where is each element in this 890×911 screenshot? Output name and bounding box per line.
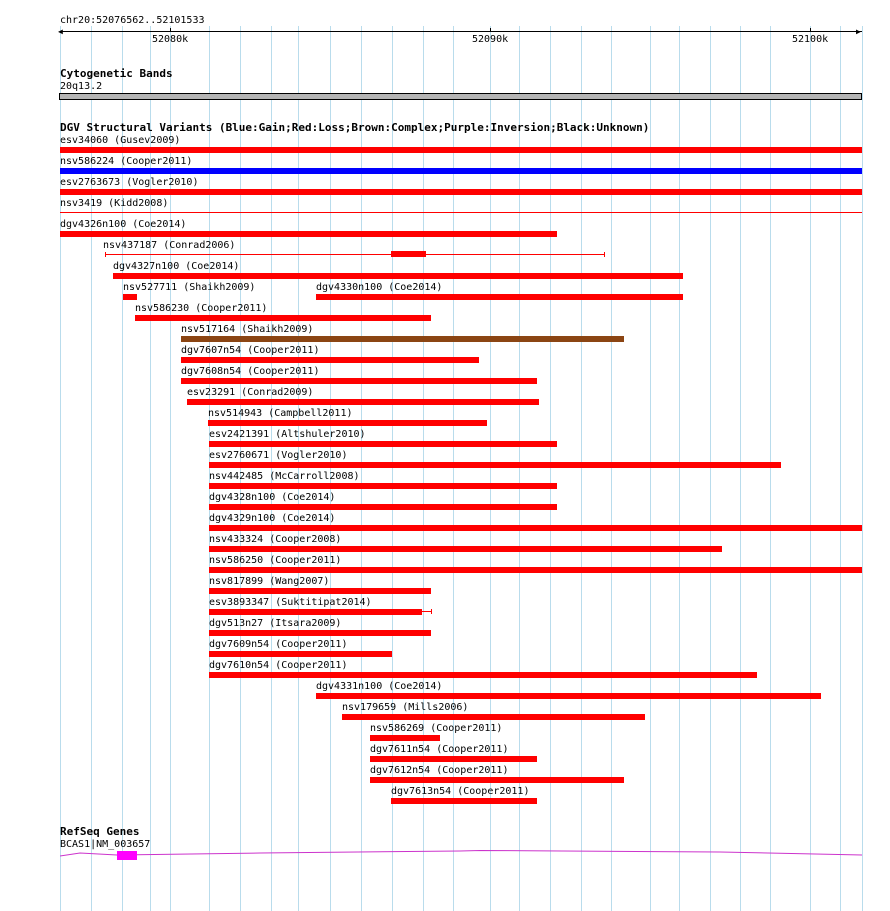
variant-label[interactable]: esv2760671 (Vogler2010): [209, 450, 348, 461]
variant-bar[interactable]: [209, 588, 431, 594]
variant-bar[interactable]: [209, 672, 757, 678]
variant-bar[interactable]: [209, 504, 557, 510]
variant-bar[interactable]: [209, 567, 862, 573]
variant-bar[interactable]: [316, 294, 683, 300]
grid-line: [679, 26, 680, 911]
variant-bar[interactable]: [209, 630, 431, 636]
variant-bar[interactable]: [60, 189, 862, 195]
variant-bar[interactable]: [181, 357, 479, 363]
grid-line: [840, 26, 841, 911]
variant-bar[interactable]: [209, 609, 422, 615]
variant-label[interactable]: dgv4330n100 (Coe2014): [316, 282, 443, 293]
ruler-right-arrow-icon: ▶: [856, 27, 861, 36]
grid-line: [209, 26, 210, 911]
variant-bar[interactable]: [209, 462, 781, 468]
variant-bar[interactable]: [123, 294, 137, 300]
variant-label[interactable]: dgv7608n54 (Cooper2011): [181, 366, 320, 377]
variant-label[interactable]: nsv586269 (Cooper2011): [370, 723, 503, 734]
grid-line: [240, 26, 241, 911]
ruler-tick: [170, 28, 171, 32]
variant-bar[interactable]: [209, 651, 392, 657]
variant-bar[interactable]: [391, 798, 537, 804]
variant-label[interactable]: esv23291 (Conrad2009): [187, 387, 314, 398]
variant-label[interactable]: nsv179659 (Mills2006): [342, 702, 469, 713]
variant-bar[interactable]: [60, 147, 862, 153]
variant-label[interactable]: esv3893347 (Suktitipat2014): [209, 597, 372, 608]
ruler-tick-label: 52080k: [152, 34, 189, 45]
gene-label[interactable]: BCAS1|NM_003657: [60, 839, 151, 850]
variant-label[interactable]: dgv7613n54 (Cooper2011): [391, 786, 530, 797]
variant-label[interactable]: nsv517164 (Shaikh2009): [181, 324, 314, 335]
grid-line: [361, 26, 362, 911]
variant-label[interactable]: nsv586230 (Cooper2011): [135, 303, 268, 314]
ruler-tick: [490, 28, 491, 32]
cytoband-label: 20q13.2: [60, 81, 103, 92]
variant-label[interactable]: nsv586250 (Cooper2011): [209, 555, 342, 566]
cytoband-track-title: Cytogenetic Bands: [60, 67, 173, 80]
refseq-track-title: RefSeq Genes: [60, 825, 140, 838]
ruler-tick-label: 52100k: [792, 34, 829, 45]
cytoband-bar[interactable]: [59, 93, 862, 100]
variant-bar[interactable]: [391, 251, 426, 257]
variant-bar[interactable]: [135, 315, 431, 321]
ruler-tick-label: 52090k: [472, 34, 509, 45]
variant-label[interactable]: esv2421391 (Altshuler2010): [209, 429, 366, 440]
variant-bar[interactable]: [113, 273, 683, 279]
variant-label[interactable]: dgv7612n54 (Cooper2011): [370, 765, 509, 776]
variant-range-cap: [604, 252, 605, 257]
variant-label[interactable]: nsv817899 (Wang2007): [209, 576, 330, 587]
variant-bar[interactable]: [342, 714, 645, 720]
variant-label[interactable]: dgv4331n100 (Coe2014): [316, 681, 443, 692]
dgv-track-title: DGV Structural Variants (Blue:Gain;Red:Loss;Brown:Complex;Purple:Inversion;Black:Unknown): [60, 121, 650, 134]
grid-line: [770, 26, 771, 911]
gene-exon[interactable]: [117, 851, 137, 860]
variant-label[interactable]: dgv7607n54 (Cooper2011): [181, 345, 320, 356]
grid-line: [710, 26, 711, 911]
variant-label[interactable]: dgv7609n54 (Cooper2011): [209, 639, 348, 650]
grid-line: [862, 26, 863, 911]
variant-range-cap: [105, 252, 106, 257]
variant-label[interactable]: nsv437187 (Conrad2006): [103, 240, 236, 251]
variant-label[interactable]: dgv513n27 (Itsara2009): [209, 618, 342, 629]
ruler-line: [60, 31, 862, 32]
variant-label[interactable]: dgv4329n100 (Coe2014): [209, 513, 336, 524]
grid-line: [298, 26, 299, 911]
ruler-tick: [810, 28, 811, 32]
variant-label[interactable]: nsv514943 (Campbell2011): [208, 408, 353, 419]
variant-label[interactable]: dgv7611n54 (Cooper2011): [370, 744, 509, 755]
variant-range-cap: [431, 609, 432, 614]
ruler-position: chr20:52076562..52101533: [60, 15, 205, 26]
variant-label[interactable]: dgv4326n100 (Coe2014): [60, 219, 187, 230]
grid-line: [810, 26, 811, 911]
variant-bar[interactable]: [60, 168, 862, 174]
variant-bar[interactable]: [181, 378, 537, 384]
variant-range-line: [422, 611, 431, 612]
variant-bar[interactable]: [187, 399, 539, 405]
variant-bar[interactable]: [370, 735, 440, 741]
variant-bar[interactable]: [60, 212, 862, 213]
variant-bar[interactable]: [370, 756, 537, 762]
variant-range-line[interactable]: [105, 254, 604, 255]
variant-bar[interactable]: [209, 441, 557, 447]
variant-bar[interactable]: [209, 483, 557, 489]
variant-label[interactable]: dgv4328n100 (Coe2014): [209, 492, 336, 503]
variant-bar[interactable]: [60, 231, 557, 237]
variant-label[interactable]: dgv4327n100 (Coe2014): [113, 261, 240, 272]
variant-bar[interactable]: [209, 546, 722, 552]
variant-label[interactable]: nsv442485 (McCarroll2008): [209, 471, 360, 482]
variant-label[interactable]: nsv3419 (Kidd2008): [60, 198, 169, 209]
variant-bar[interactable]: [209, 525, 862, 531]
variant-bar[interactable]: [181, 336, 624, 342]
variant-label[interactable]: dgv7610n54 (Cooper2011): [209, 660, 348, 671]
gene-model-line[interactable]: [60, 844, 862, 864]
ruler-left-arrow-icon: ◀: [58, 27, 63, 36]
grid-line: [650, 26, 651, 911]
variant-bar[interactable]: [208, 420, 487, 426]
variant-label[interactable]: nsv527711 (Shaikh2009): [123, 282, 256, 293]
variant-label[interactable]: esv34060 (Gusev2009): [60, 135, 181, 146]
variant-bar[interactable]: [370, 777, 624, 783]
variant-label[interactable]: esv2763673 (Vogler2010): [60, 177, 199, 188]
variant-label[interactable]: nsv586224 (Cooper2011): [60, 156, 193, 167]
grid-line: [740, 26, 741, 911]
grid-line: [330, 26, 331, 911]
variant-label[interactable]: nsv433324 (Cooper2008): [209, 534, 342, 545]
variant-bar[interactable]: [316, 693, 821, 699]
grid-line: [271, 26, 272, 911]
